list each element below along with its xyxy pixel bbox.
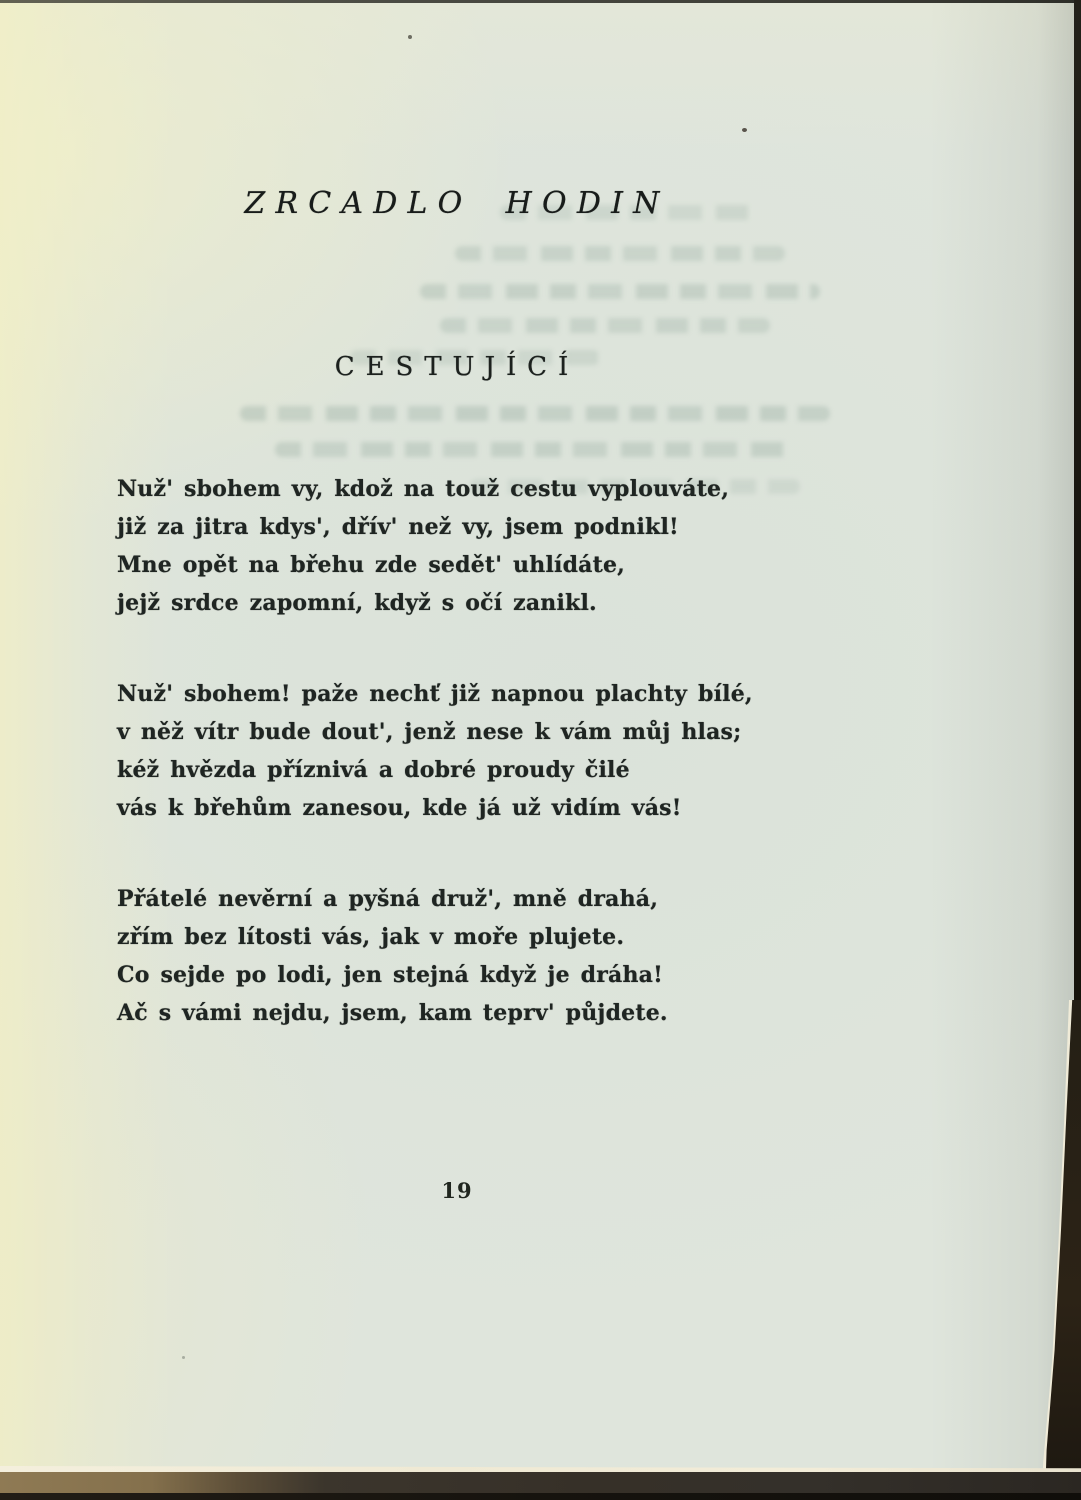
poem-line: Přátelé nevěrní a pyšná druž', mně drahá,	[117, 886, 659, 912]
poem-line: Ač s vámi nejdu, jsem, kam teprv' půjdete.	[117, 1000, 668, 1026]
show-through-line	[275, 442, 795, 457]
show-through-line	[440, 318, 770, 333]
stanza-1	[117, 470, 857, 622]
stanza-3	[117, 880, 857, 1032]
poem-line: Mne opět na břehu zde sedět' uhlídáte,	[117, 552, 626, 578]
poem-line: Co sejde po lodi, jen stejná když je dráha!	[117, 962, 663, 988]
show-through-line	[455, 246, 785, 261]
stanza-2	[117, 675, 857, 827]
show-through-line	[240, 406, 830, 421]
poem-line: kéž hvězda příznivá a dobré proudy čilé	[117, 757, 630, 783]
poem-text	[117, 470, 857, 1085]
page-edge-bottom	[0, 1466, 1081, 1500]
show-through-line	[420, 284, 820, 299]
section-title: ZRCADLO HODIN	[244, 186, 670, 221]
poem-line: již za jitra kdys', dřív' než vy, jsem podnikl!	[117, 514, 679, 540]
paper-speck	[182, 1356, 185, 1359]
paper-speck	[742, 128, 747, 132]
page-edge-top	[0, 0, 1081, 3]
paper-speck	[408, 35, 412, 39]
poem-line: Nuž' sbohem vy, kdož na touž cestu vyplouváte,	[117, 476, 730, 502]
poem-line: Nuž' sbohem! paže nechť již napnou plachty bílé,	[117, 681, 753, 707]
poem-line: vás k břehům zanesou, kde já už vidím vás!	[117, 795, 682, 821]
page-number: 19	[441, 1178, 473, 1203]
poem-line: zřím bez lítosti vás, jak v moře plujete.	[117, 924, 625, 950]
poem-line: v něž vítr bude dout', jenž nese k vám můj hlas;	[117, 719, 742, 745]
scan-background-strip	[0, 1493, 1081, 1500]
poem-line: jejž srdce zapomní, když s očí zanikl.	[117, 590, 597, 616]
poem-title: CESTUJÍCÍ	[334, 352, 580, 382]
book-edge-band	[0, 1472, 1081, 1494]
